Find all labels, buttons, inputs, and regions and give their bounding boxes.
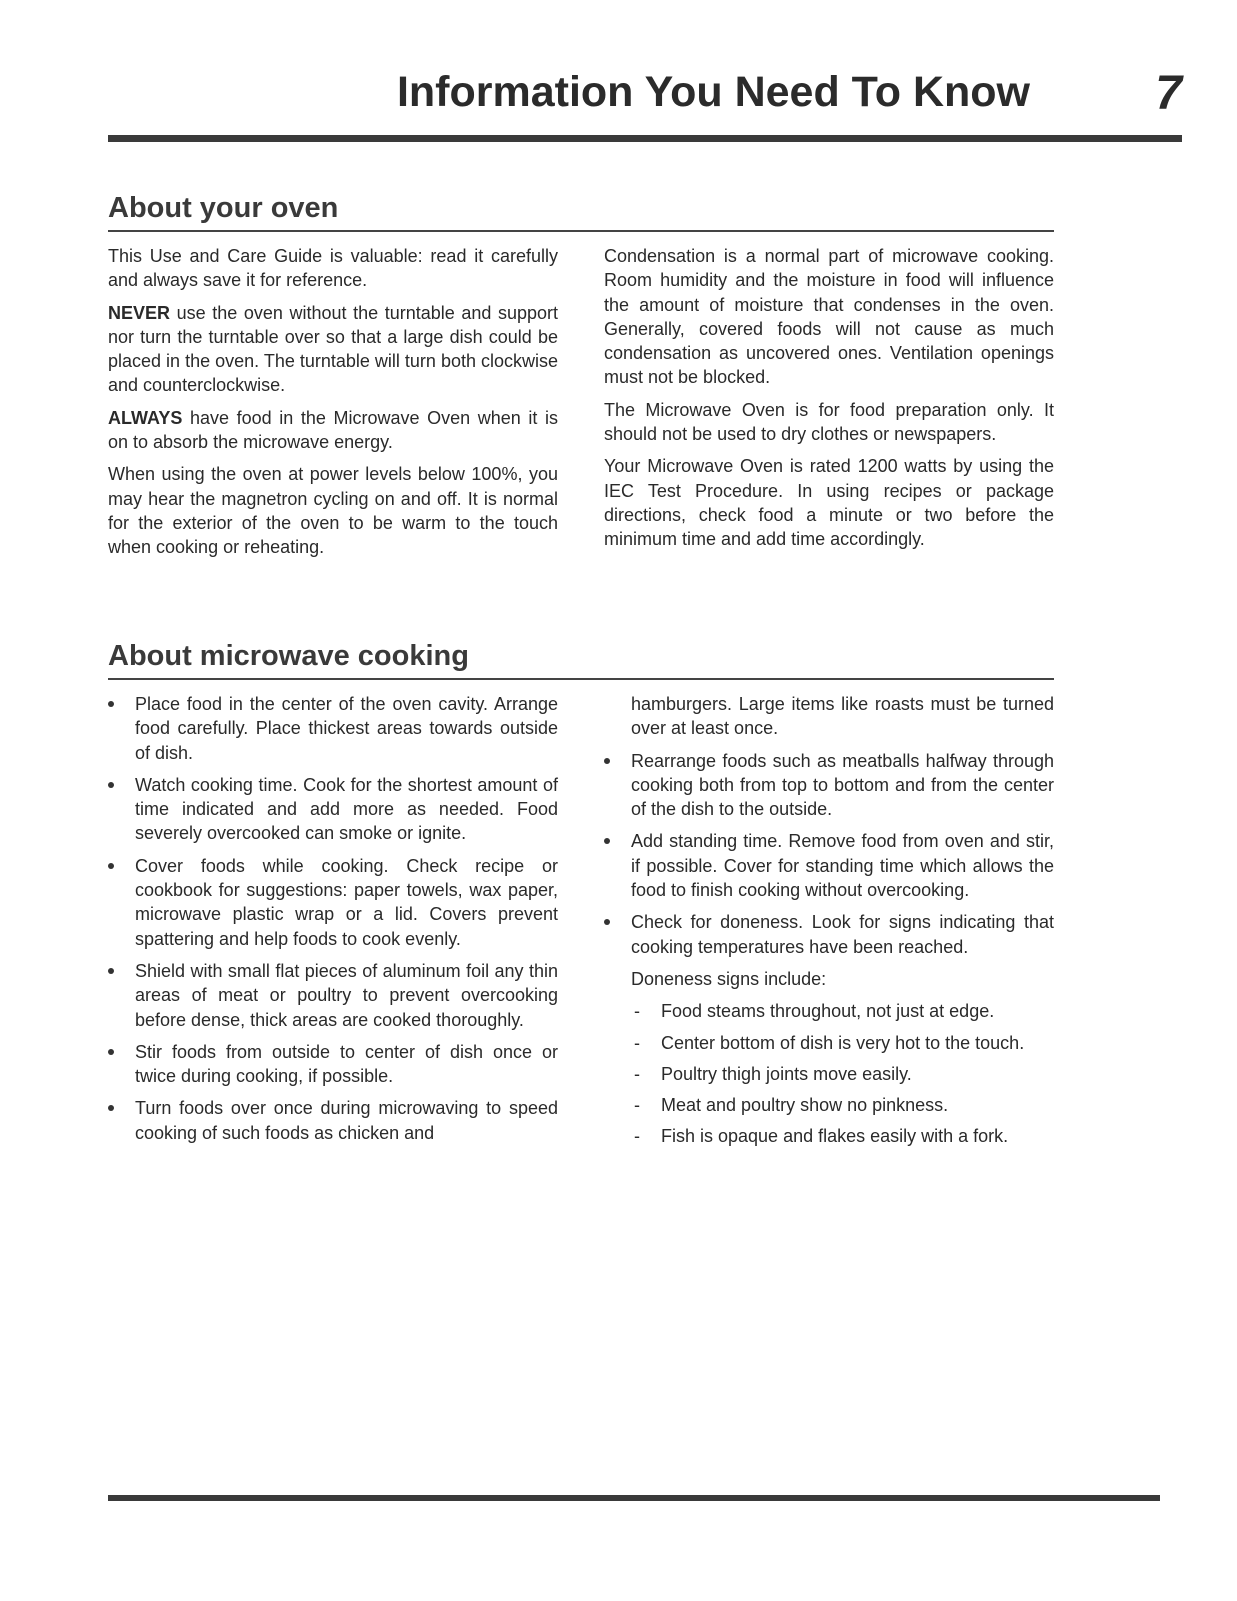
list-item: Check for doneness. Look for signs indicating that cooking temperatures have been reached. xyxy=(604,910,1054,959)
doneness-intro: Doneness signs include: xyxy=(631,968,827,989)
footer-rule xyxy=(108,1495,1160,1501)
tips-list-right xyxy=(604,692,1054,959)
always-text: have food in the Microwave Oven when it is on to absorb the microwave energy. xyxy=(108,407,558,453)
list-item: Add standing time. Remove food from oven and stir, if possible. Cover for standing time which allows the food to finish cooking without overcooking. xyxy=(604,829,1054,902)
about-microwave-right-column xyxy=(604,692,1054,1156)
about-microwave-left-column xyxy=(108,692,558,1156)
list-item: Rearrange foods such as meatballs halfway through cooking both from top to bottom and from the center of the dish to the outside. xyxy=(604,749,1054,822)
paragraph-condensation: Condensation is a normal part of microwave cooking. Room humidity and the moisture in food will influence the amount of moisture that condenses in the oven. Generally, covered foods will not cause as much condensation as uncovered ones. Ventilation openings must not be blocked. xyxy=(604,246,1054,388)
list-item-continued: hamburgers. Large items like roasts must be turned over at least once. xyxy=(631,694,1054,739)
about-oven-left-column xyxy=(108,244,558,568)
doneness-sign: - Center bottom of dish is very hot to the touch. xyxy=(604,1031,1054,1055)
doneness-sign: - Meat and poultry show no pinkness. xyxy=(604,1093,1054,1117)
page-header xyxy=(108,60,1182,142)
about-microwave-section xyxy=(108,636,1054,1156)
page-number: 7 xyxy=(1155,67,1182,120)
list-item: Shield with small flat pieces of aluminum foil any thin areas of meat or poultry to prevent overcooking before dense, thick areas are cooked thoroughly. xyxy=(108,959,558,1032)
section-heading-about-oven: About your oven xyxy=(108,188,1054,232)
about-microwave-columns xyxy=(108,692,1054,1156)
paragraph-power-levels: When using the oven at power levels below 100%, you may hear the magnetron cycling on and off. It is normal for the exterior of the oven to be warm to the touch when cooking or reheating. xyxy=(108,464,558,558)
list-item: Cover foods while cooking. Check recipe or cookbook for suggestions: paper towels, wax paper, microwave plastic wrap or a lid. Covers prevent spattering and help foods to cook evenly. xyxy=(108,854,558,951)
list-item: Place food in the center of the oven cavity. Arrange food carefully. Place thickest areas towards outside of dish. xyxy=(108,692,558,765)
doneness-sign: - Food steams throughout, not just at edge. xyxy=(604,999,1054,1023)
doneness-sign: - Fish is opaque and flakes easily with a fork. xyxy=(604,1124,1054,1148)
paragraph-food-prep: The Microwave Oven is for food preparation only. It should not be used to dry clothes or newspapers. xyxy=(604,399,1054,445)
paragraph-never xyxy=(108,301,558,398)
section-heading-about-microwave: About microwave cooking xyxy=(108,636,1054,680)
paragraph-always xyxy=(108,406,558,455)
never-text: use the oven without the turntable and support nor turn the turntable over so that a large dish could be placed in the oven. The turntable will turn both clockwise and counterclockwise. xyxy=(108,302,558,396)
doneness-sign: - Poultry thigh joints move easily. xyxy=(604,1062,1054,1086)
paragraph-guide: This Use and Care Guide is valuable: read it carefully and always save it for reference. xyxy=(108,246,558,291)
about-oven-section xyxy=(108,188,1054,568)
page-title: Information You Need To Know xyxy=(396,68,1030,116)
always-label: ALWAYS xyxy=(108,407,183,428)
paragraph-wattage: Your Microwave Oven is rated 1200 watts by using the IEC Test Procedure. In using recipes or package directions, check food a minute or two before the minimum time and add time accordingly. xyxy=(604,456,1054,550)
list-item: Stir foods from outside to center of dish once or twice during cooking, if possible. xyxy=(108,1040,558,1089)
header-rule xyxy=(108,135,1182,142)
doneness-signs-list xyxy=(604,999,1054,1148)
about-oven-right-column xyxy=(604,244,1054,568)
list-item: Turn foods over once during microwaving to speed cooking of such foods as chicken and xyxy=(108,1096,558,1145)
list-item: Watch cooking time. Cook for the shortest amount of time indicated and add more as needed. Food severely overcooked can smoke or ignite. xyxy=(108,773,558,846)
never-label: NEVER xyxy=(108,302,171,323)
about-oven-columns xyxy=(108,244,1054,568)
tips-list-left xyxy=(108,692,558,1145)
